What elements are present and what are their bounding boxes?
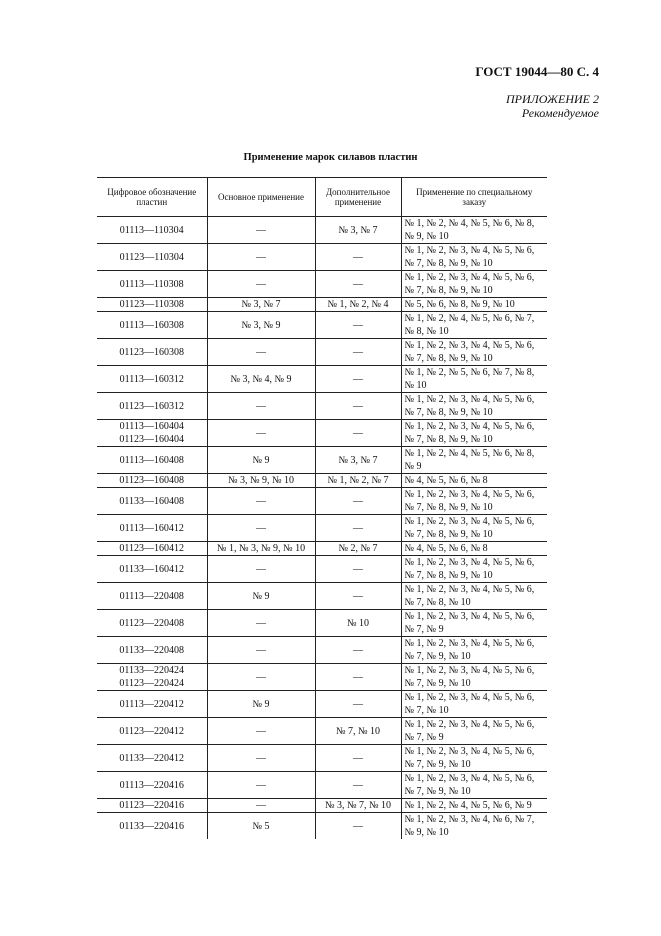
extra-application-cell: — xyxy=(315,515,401,542)
special-order-cell: № 1, № 2, № 3, № 4, № 5, № 6, № 7, № 8, № 9, № 10 xyxy=(401,393,547,420)
plate-code-cell: 01123—220416 xyxy=(97,799,207,813)
plate-code-cell: 01113—220408 xyxy=(97,583,207,610)
main-application-cell: — xyxy=(207,488,315,515)
extra-application-cell: № 3, № 7, № 10 xyxy=(315,799,401,813)
main-application-cell: № 9 xyxy=(207,691,315,718)
alloy-application-table xyxy=(97,177,547,839)
special-order-cell: № 1, № 2, № 3, № 4, № 5, № 6, № 7, № 9 xyxy=(401,718,547,745)
column-header-main: Основное применение xyxy=(207,178,315,217)
special-order-cell: № 1, № 2, № 3, № 4, № 5, № 6, № 7, № 8, № 9, № 10 xyxy=(401,420,547,447)
extra-application-cell: № 1, № 2, № 4 xyxy=(315,298,401,312)
plate-code-cell: 01123—110304 xyxy=(97,244,207,271)
table-row xyxy=(97,772,547,799)
table-row xyxy=(97,556,547,583)
special-order-cell: № 1, № 2, № 3, № 4, № 6, № 7, № 9, № 10 xyxy=(401,813,547,840)
table-row xyxy=(97,691,547,718)
plate-code-cell: 01123—160312 xyxy=(97,393,207,420)
extra-application-cell: № 10 xyxy=(315,610,401,637)
table-header-row xyxy=(97,178,547,217)
special-order-cell: № 1, № 2, № 3, № 4, № 5, № 6, № 7, № 9, № 10 xyxy=(401,745,547,772)
plate-code: 01123—160404 xyxy=(119,434,185,445)
standard-page-header: ГОСТ 19044—80 С. 4 xyxy=(475,64,599,79)
table-row xyxy=(97,366,547,393)
plate-code-cell: 01123—160308 xyxy=(97,339,207,366)
table-row xyxy=(97,217,547,244)
extra-application-cell: — xyxy=(315,813,401,840)
table-row xyxy=(97,488,547,515)
main-application-cell: — xyxy=(207,217,315,244)
table-row xyxy=(97,610,547,637)
plate-code-cell xyxy=(97,664,207,691)
extra-application-cell: — xyxy=(315,271,401,298)
plate-code-cell: 01123—160408 xyxy=(97,474,207,488)
table-row xyxy=(97,718,547,745)
extra-application-cell: — xyxy=(315,366,401,393)
special-order-cell: № 1, № 2, № 3, № 4, № 5, № 6, № 7, № 9, № 10 xyxy=(401,772,547,799)
plate-code-cell: 01133—160408 xyxy=(97,488,207,515)
plate-code-cell: 01123—160412 xyxy=(97,542,207,556)
plate-code-cell: 01133—220412 xyxy=(97,745,207,772)
table-row xyxy=(97,542,547,556)
main-application-cell: — xyxy=(207,799,315,813)
main-application-cell: № 3, № 4, № 9 xyxy=(207,366,315,393)
plate-code: 01113—160404 xyxy=(119,421,184,432)
table-row xyxy=(97,745,547,772)
column-header-extra: Дополнительное применение xyxy=(315,178,401,217)
special-order-cell: № 1, № 2, № 4, № 5, № 6, № 9 xyxy=(401,799,547,813)
table-row xyxy=(97,447,547,474)
extra-application-cell: — xyxy=(315,420,401,447)
plate-code-cell: 01113—220412 xyxy=(97,691,207,718)
appendix-number: ПРИЛОЖЕНИЕ 2 xyxy=(506,92,599,106)
main-application-cell: — xyxy=(207,271,315,298)
plate-code: 01133—220424 xyxy=(119,665,185,676)
special-order-cell: № 1, № 2, № 4, № 5, № 6, № 8, № 9 xyxy=(401,447,547,474)
plate-code-cell: 01113—220416 xyxy=(97,772,207,799)
special-order-cell: № 1, № 2, № 3, № 4, № 5, № 6, № 7, № 9, № 10 xyxy=(401,664,547,691)
plate-code-cell: 01113—160408 xyxy=(97,447,207,474)
plate-code-cell: 01123—110308 xyxy=(97,298,207,312)
special-order-cell: № 1, № 2, № 3, № 4, № 5, № 6, № 7, № 8, № 9, № 10 xyxy=(401,271,547,298)
table-row xyxy=(97,583,547,610)
special-order-cell: № 1, № 2, № 3, № 4, № 5, № 6, № 7, № 9, № 10 xyxy=(401,637,547,664)
table-row xyxy=(97,420,547,447)
main-application-cell: № 3, № 9 xyxy=(207,312,315,339)
extra-application-cell: — xyxy=(315,637,401,664)
extra-application-cell: — xyxy=(315,772,401,799)
main-application-cell: — xyxy=(207,420,315,447)
plate-code-cell: 01133—220416 xyxy=(119,820,185,832)
main-application-cell: № 9 xyxy=(207,583,315,610)
table-row xyxy=(97,799,547,813)
table-row xyxy=(97,393,547,420)
special-order-cell: № 4, № 5, № 6, № 8 xyxy=(401,474,547,488)
special-order-cell: № 1, № 2, № 5, № 6, № 7, № 8, № 10 xyxy=(401,366,547,393)
extra-application-cell: — xyxy=(315,664,401,691)
table-row xyxy=(97,664,547,691)
table-title: Применение марок силавов пластин xyxy=(243,152,418,163)
extra-application-cell: № 1, № 2, № 7 xyxy=(315,474,401,488)
special-order-cell: № 1, № 2, № 3, № 4, № 5, № 6, № 7, № 8, № 10 xyxy=(401,583,547,610)
main-application-cell: — xyxy=(207,718,315,745)
extra-application-cell: — xyxy=(315,583,401,610)
extra-application-cell: — xyxy=(315,556,401,583)
table-row xyxy=(97,637,547,664)
special-order-cell: № 1, № 2, № 4, № 5, № 6, № 8, № 9, № 10 xyxy=(401,217,547,244)
plate-code-cell: 01123—220408 xyxy=(97,610,207,637)
extra-application-cell: — xyxy=(315,312,401,339)
extra-application-cell: — xyxy=(315,691,401,718)
table-row xyxy=(97,298,547,312)
main-application-cell: — xyxy=(207,772,315,799)
column-header-special: Применение по специальному заказу xyxy=(401,178,547,217)
main-application-cell: № 3, № 7 xyxy=(207,298,315,312)
main-application-cell: — xyxy=(207,637,315,664)
main-application-cell: — xyxy=(207,339,315,366)
extra-application-cell: — xyxy=(315,393,401,420)
main-application-cell: № 1, № 3, № 9, № 10 xyxy=(207,542,315,556)
table-row xyxy=(97,271,547,298)
special-order-cell: № 5, № 6, № 8, № 9, № 10 xyxy=(401,298,547,312)
plate-code-cell xyxy=(97,420,207,447)
main-application-cell: — xyxy=(207,745,315,772)
table-row xyxy=(97,339,547,366)
table-row xyxy=(97,312,547,339)
column-header-code: Цифровое обозначение пластин xyxy=(97,178,207,217)
main-application-cell: № 9 xyxy=(207,447,315,474)
special-order-cell: № 4, № 5, № 6, № 8 xyxy=(401,542,547,556)
plate-code-cell: 01113—160312 xyxy=(97,366,207,393)
special-order-cell: № 1, № 2, № 3, № 4, № 5, № 6, № 7, № 8, № 9, № 10 xyxy=(401,556,547,583)
plate-code-cell: 01113—110304 xyxy=(97,217,207,244)
special-order-cell: № 1, № 2, № 3, № 4, № 5, № 6, № 7, № 10 xyxy=(401,691,547,718)
special-order-cell: № 1, № 2, № 3, № 4, № 5, № 6, № 7, № 9 xyxy=(401,610,547,637)
plate-code-cell: 01123—220412 xyxy=(97,718,207,745)
special-order-cell: № 1, № 2, № 4, № 5, № 6, № 7, № 8, № 10 xyxy=(401,312,547,339)
special-order-cell: № 1, № 2, № 3, № 4, № 5, № 6, № 7, № 8, № 9, № 10 xyxy=(401,339,547,366)
main-application-cell: — xyxy=(207,393,315,420)
table-row xyxy=(97,813,547,840)
extra-application-cell: — xyxy=(315,488,401,515)
main-application-cell: — xyxy=(207,556,315,583)
extra-application-cell: № 3, № 7 xyxy=(315,217,401,244)
special-order-cell: № 1, № 2, № 3, № 4, № 5, № 6, № 7, № 8, № 9, № 10 xyxy=(401,488,547,515)
main-application-cell: — xyxy=(207,664,315,691)
extra-application-cell: № 3, № 7 xyxy=(315,447,401,474)
extra-application-cell: — xyxy=(315,745,401,772)
special-order-cell: № 1, № 2, № 3, № 4, № 5, № 6, № 7, № 8, № 9, № 10 xyxy=(401,515,547,542)
main-application-cell: № 5 xyxy=(207,813,315,840)
main-application-cell: — xyxy=(207,244,315,271)
plate-code-cell: 01133—220408 xyxy=(97,637,207,664)
main-application-cell: № 3, № 9, № 10 xyxy=(207,474,315,488)
extra-application-cell: № 7, № 10 xyxy=(315,718,401,745)
extra-application-cell: — xyxy=(315,339,401,366)
special-order-cell: № 1, № 2, № 3, № 4, № 5, № 6, № 7, № 8, № 9, № 10 xyxy=(401,244,547,271)
main-application-cell: — xyxy=(207,515,315,542)
table-row xyxy=(97,515,547,542)
extra-application-cell: № 2, № 7 xyxy=(315,542,401,556)
plate-code-cell: 01113—110308 xyxy=(97,271,207,298)
main-application-cell: — xyxy=(207,610,315,637)
extra-application-cell: — xyxy=(315,244,401,271)
table-row xyxy=(97,244,547,271)
table-row xyxy=(97,474,547,488)
appendix-status: Рекомендуемое xyxy=(521,106,599,120)
plate-code-cell: 01133—160412 xyxy=(97,556,207,583)
appendix-label xyxy=(506,92,599,120)
plate-code-cell: 01113—160412 xyxy=(97,515,207,542)
plate-code: 01123—220424 xyxy=(119,678,185,689)
plate-code-cell: 01113—160308 xyxy=(97,312,207,339)
